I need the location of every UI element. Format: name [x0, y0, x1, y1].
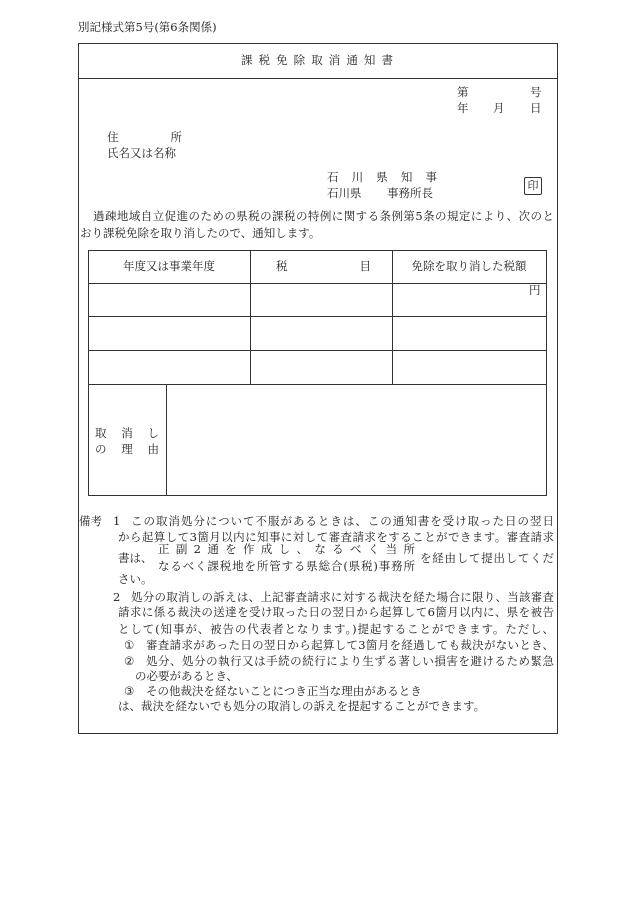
date-month-label: 月 — [493, 101, 505, 115]
doc-number-suffix: 号 — [530, 85, 542, 99]
doc-number-prefix: 第 — [457, 85, 469, 99]
amount-cell — [393, 284, 545, 315]
body-line: 過疎地域自立促進のための県税の課税の特例に関する条例第5条の規定により、次のと — [93, 209, 554, 223]
note-line: 請求に係る裁決の送達を受け取った日の翌日から起算して6箇月以内に、県を被告 — [118, 605, 554, 619]
address-label: 住所 — [107, 130, 182, 144]
note-closing: は、裁決を経ないでも処分の取消しの訴えを提起することができます。 — [118, 699, 486, 713]
note-line: を経由して提出してくだ — [420, 551, 554, 565]
condition-mark: ② — [124, 654, 135, 668]
reason-label: の理由 — [95, 442, 159, 456]
note-line: 処分の取消しの訴えは、上記審査請求に対する裁決を経た場合に限り、当該審査 — [131, 590, 554, 604]
condition-mark: ③ — [124, 684, 135, 698]
currency-unit: 円 — [529, 283, 541, 297]
table-row-divider — [88, 350, 547, 351]
header-revoked-amount: 免除を取り消した税額 — [411, 259, 527, 273]
note-number: 1 — [113, 514, 121, 528]
fiscal-year-cell — [89, 284, 249, 315]
table-column-divider — [250, 250, 251, 384]
note-number: 2 — [113, 590, 121, 604]
condition-line: 審査請求があった日の翌日から起算して3箇月を経過しても裁決がないとき、 — [146, 638, 554, 652]
note-line: さい。 — [118, 572, 153, 586]
condition-line: の必要があるとき、 — [135, 669, 239, 683]
form-reference: 別記様式第5号(第6条関係) — [78, 20, 217, 34]
document-title: 課税免除取消通知書 — [241, 53, 393, 67]
date-day-label: 日 — [530, 101, 542, 115]
header-tax-item: 税目 — [276, 259, 371, 273]
reason-content-area — [167, 385, 545, 494]
issuer-office-suffix: 事務所長 — [387, 186, 433, 200]
table-row-divider — [88, 316, 547, 317]
header-fiscal-year: 年度又は事業年度 — [123, 259, 215, 273]
notes-label: 備考 — [79, 514, 102, 528]
condition-line: その他裁決を経ないことにつき正当な理由があるとき — [146, 684, 422, 698]
submit-option: 正副2通を作成し、なるべく当所 — [158, 542, 415, 556]
note-line: 書は、 — [118, 551, 153, 565]
title-divider — [78, 78, 558, 79]
seal-mark: 印 — [524, 177, 542, 195]
note-line: この取消処分について不服があるときは、この通知書を受け取った日の翌日 — [131, 514, 554, 528]
issuer-office-prefix: 石川県 — [327, 186, 362, 200]
body-line: おり課税免除を取り消したので、通知します。 — [80, 226, 321, 240]
note-line: から起算して3箇月以内に知事に対して審査請求をすることができます。審査請求 — [118, 530, 554, 544]
note-line: として(知事が、被告の代表者となります。)提起することができます。ただし、 — [118, 622, 554, 636]
reason-label: 取消し — [95, 426, 159, 440]
tax-item-cell — [251, 284, 391, 315]
issuer-governor: 石川県知事 — [327, 170, 437, 184]
condition-mark: ① — [124, 638, 135, 652]
date-year-label: 年 — [457, 101, 469, 115]
name-label: 氏名又は名称 — [107, 146, 176, 160]
condition-line: 処分、処分の執行又は手続の続行により生ずる著しい損害を避けるため緊急 — [146, 654, 554, 668]
submit-option: なるべく課税地を所管する県総合(県税)事務所 — [158, 559, 415, 573]
